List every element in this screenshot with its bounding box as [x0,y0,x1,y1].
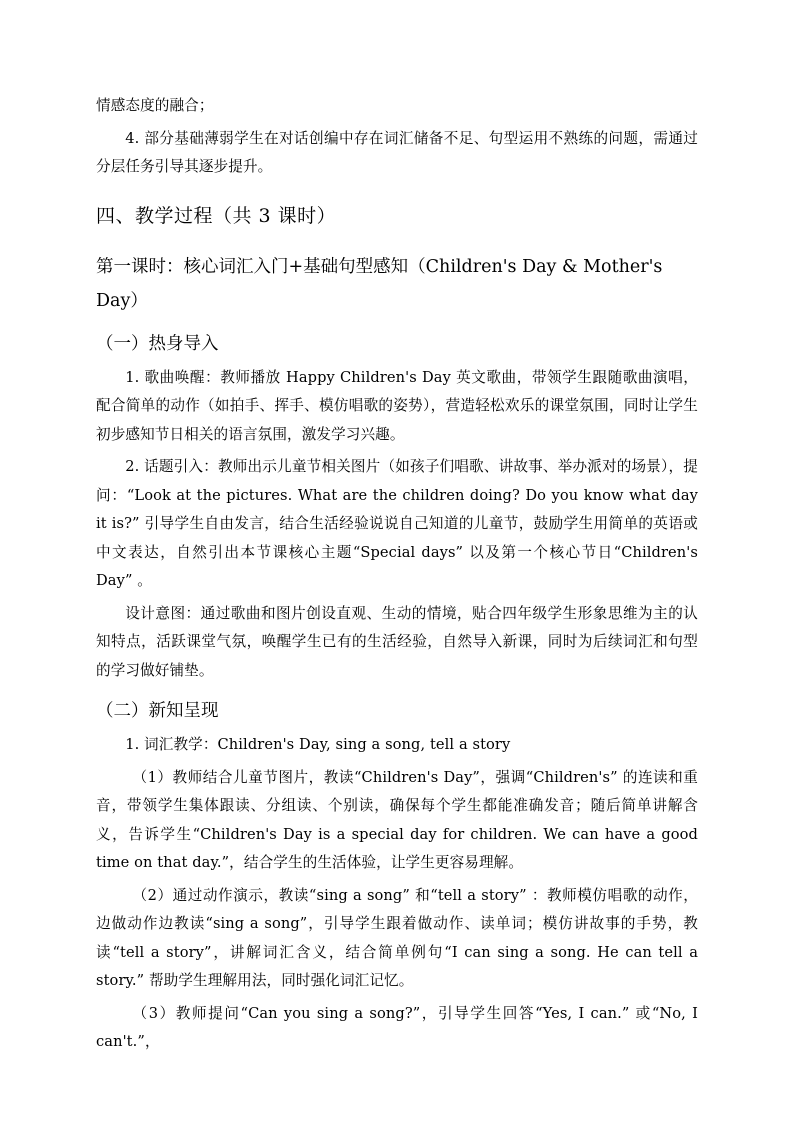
paragraph-vocab-step-3: （3）教师提问“Can you sing a song?”，引导学生回答“Yes, I can.” 或“No, I can't.”， [96,1004,698,1050]
paragraph-design-intent: 设计意图：通过歌曲和图片创设直观、生动的情境，贴合四年级学生形象思维为主的认知特点，活跃课堂气氛，唤醒学生已有的生活经验，自然导入新课，同时为后续词汇和句型的学习做好铺垫。 [96,604,698,679]
paragraph-vocab-step-1: （1）教师结合儿童节图片，教读“Children's Day”，强调“Children's” 的连读和重音，带领学生集体跟读、分组读、个别读，确保每个学生都能准确发音；随后简单讲解含义，告诉学生“Children's Day is a special day for children. We can have a good time on that day.”，结合学生的生活体验，让学生更容易理解。 [96,768,698,871]
paragraph-topic-intro: 2. 话题引入：教师出示儿童节相关图片（如孩子们唱歌、讲故事、举办派对的场景），提问：“Look at the pictures. What are the children doing? Do you know what day it is?” 引导学生自由发言，结合生活经验说说自己知道的儿童节，鼓励学生用简单的英语或中文表达，自然引出本节课核心主题“Special days” 以及第一个核心节日“Children's Day” 。 [96,458,698,589]
part-1-heading: （一）热身导入 [96,333,219,354]
section-4-heading: 四、教学过程（共 3 课时） [96,204,337,227]
paragraph-song-warmup: 1. 歌曲唤醒：教师播放 Happy Children's Day 英文歌曲，带领学生跟随歌曲演唱，配合简单的动作（如拍手、挥手、模仿唱歌的姿势），营造轻松欢乐的课堂氛围，同时让学生初步感知节日相关的语言氛围，激发学习兴趣。 [96,368,698,443]
intro-tail-text: 情感态度的融合； [96,97,214,114]
paragraph-vocab-step-2: （2）通过动作演示，教读“sing a song” 和“tell a story” ：教师模仿唱歌的动作，边做动作边教读“sing a song”，引导学生跟着做动作、读单词；模仿讲故事的手势，教读“tell a story”，讲解词汇含义，结合简单例句“I can sing a song. He can tell a story.” 帮助学生理解用法，同时强化词汇记忆。 [96,886,698,989]
document-body [96,92,698,1057]
lesson-1-heading: 第一课时：核心词汇入门+基础句型感知（Children's Day & Mother's Day） [96,256,663,311]
part-2-heading: （二）新知呈现 [96,701,219,721]
paragraph-vocab-teaching: 1. 词汇教学：Children's Day, sing a song, tell a story [125,736,511,753]
list-item-4: 4. 部分基础薄弱学生在对话创编中存在词汇储备不足、句型运用不熟练的问题，需通过分层任务引导其逐步提升。 [96,129,698,175]
